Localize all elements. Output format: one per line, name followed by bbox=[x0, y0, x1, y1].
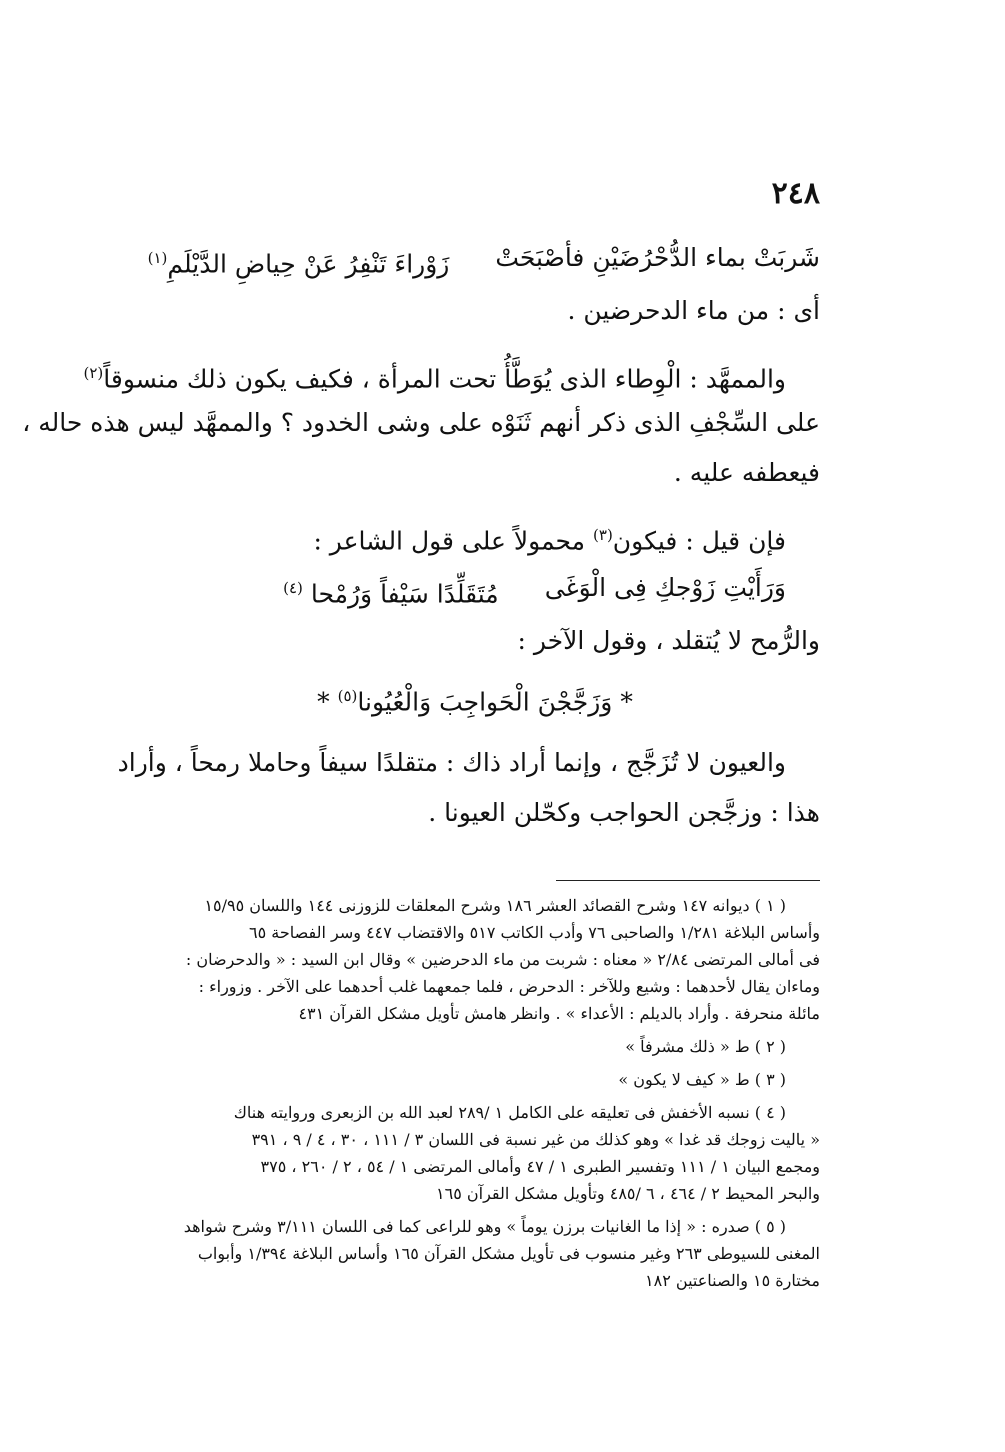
footnote-4-line: ومجمع البيان ١ / ١١١ وتفسير الطبرى ١ / ٤٧ وأمالى المرتضى ١ / ٥٤ ، ٢ / ٢٦٠ ، ٣٧٥ bbox=[260, 1157, 820, 1176]
footnote-4-line: ( ٤ ) نسبه الأخفش فى تعليقه على الكامل ١ /٢٨٩ لعبد الله بن الزبعرى وروايته هناك bbox=[233, 1103, 786, 1122]
footnote-2-line: ( ٢ ) ط « ذلك مشرفاً » bbox=[625, 1037, 786, 1056]
footnote-3-line: ( ٣ ) ط « كيف لا يكون » bbox=[618, 1070, 786, 1089]
paragraph-1-line-1 bbox=[83, 348, 820, 398]
page-number: ٢٤٨ bbox=[771, 176, 820, 211]
paragraph-2-rest: محمولاً على قول الشاعر : bbox=[313, 526, 594, 556]
footnote-mark-5: (٥) bbox=[337, 687, 358, 705]
footnote-5-line: ( ٥ ) صدره : « إذا ما الغانيات برزن يوماً » وهو للراعى كما فى اللسان ٣/١١١ وشرح شواهد bbox=[183, 1217, 786, 1236]
footnote-mark-1: (١) bbox=[147, 249, 168, 267]
paragraph-3-line-1: والعيون لا تُزَجَّج ، وإنما أراد ذاك : متقلدًا سيفاً وحاملا رمحاً ، وأراد bbox=[117, 748, 786, 777]
line-3: والرُّمح لا يُتقلد ، وقول الآخر : bbox=[517, 626, 820, 655]
verse-3 bbox=[130, 666, 820, 726]
footnote-4-line: والبحر المحيط ٢ / ٤٦٤ ، ٦ /٤٨٥ وتأويل مشكل القرآن ١٦٥ bbox=[436, 1184, 820, 1203]
verse-1-second-text: زَوْراءَ تَنْفِرُ عَنْ حِياضِ الدَّيْلَمِ bbox=[167, 249, 450, 279]
footnote-1-line: وماءان يقال لأحدهما : وشيع وللآخر : الدحرض ، فلما جمعهما غلب أحدهما على الآخر . وزوراء : bbox=[198, 977, 820, 996]
verse-1-first-text: شَربَتْ بماء الدُّحْرُضَيْنِ فأصْبَحَتْ bbox=[495, 243, 820, 272]
paragraph-2-line bbox=[130, 510, 820, 560]
footnote-1 bbox=[130, 892, 820, 1027]
footnote-mark-3: (٣) bbox=[593, 526, 613, 544]
footnote-1-line: ( ١ ) ديوانه ١٤٧ وشرح القصائد العشر ١٨٦ وشرح المعلقات للزوزنى ١٤٤ واللسان ١٥/٩٥ bbox=[204, 896, 786, 915]
paragraph-3-line-2: هذا : وزجَّجن الحواجب وكحّلن العيونا . bbox=[428, 798, 820, 827]
verse-star-right: * bbox=[620, 687, 633, 717]
paragraph-1-line-2: على السِّجْفِ الذى ذكر أنهم ثَنَوْه على وشى الخدود ؟ والممهَّد ليس هذه حاله ، bbox=[22, 408, 820, 437]
main-text bbox=[22, 230, 820, 838]
footnote-mark-4: (٤) bbox=[283, 579, 303, 597]
footnote-1-line: مائلة منحرفة . وأراد بالديلم : الأعداء » . وانظر هامش تأويل مشكل القرآن ٤٣١ bbox=[298, 1004, 820, 1023]
footnote-3 bbox=[130, 1066, 820, 1093]
verse-star-left: * bbox=[317, 687, 330, 717]
footnote-5-line: مختارة ١٥ والصناعتين ١٨٢ bbox=[645, 1271, 820, 1290]
verse-2-second-hemistich bbox=[283, 560, 499, 616]
footnotes bbox=[130, 892, 820, 1300]
verse-2-first-hemistich: وَرَأَيْتِ زَوْجكِ فِى الْوَغَى bbox=[544, 573, 786, 602]
gloss-line: أى : من ماء الدحرضين . bbox=[567, 296, 820, 325]
footnote-1-line: وأساس البلاغة ١/٢٨١ والصاحبى ٧٦ وأدب الكاتب ٥١٧ والاقتضاب ٤٤٧ وسر الفصاحة ٦٥ bbox=[249, 923, 820, 942]
footnote-separator bbox=[556, 880, 820, 881]
footnote-4-line: « ياليت زوجك قد غدا » وهو كذلك من غير نسبة فى اللسان ٣ / ١١١ ، ٣٠ ، ٤ / ٩ ، ٣٩١ bbox=[251, 1130, 820, 1149]
verse-1-second-hemistich bbox=[148, 230, 450, 286]
paragraph-1-line-3: فيعطفه عليه . bbox=[673, 458, 820, 487]
footnote-4 bbox=[130, 1099, 820, 1207]
footnote-5-line: المغنى للسيوطى ٢٦٣ وغير منسوب فى تأويل مشكل القرآن ١٦٥ وأساس البلاغة ١/٣٩٤ وأبواب bbox=[197, 1244, 820, 1263]
footnote-5 bbox=[130, 1213, 820, 1294]
paragraph-2-text: فإن قيل : فيكون bbox=[612, 526, 786, 556]
verse-3-text: وَزَجَّجْنَ الْحَواجِبَ وَالْعُيُونا bbox=[357, 687, 613, 717]
paragraph-1-text-1: والممهَّد : الْوِطاء الذى يُوَطَّأُ تحت المرأة ، فكيف يكون ذلك منسوقاً bbox=[103, 364, 786, 394]
verse-1 bbox=[130, 230, 820, 286]
footnote-mark-2: (٢) bbox=[83, 364, 104, 382]
verse-2 bbox=[130, 560, 820, 616]
verse-2-second-text: مُتَقَلِّدًا سَيْفاً وَرُمْحا bbox=[310, 579, 499, 609]
footnote-2 bbox=[130, 1033, 820, 1060]
footnote-1-line: فى أمالى المرتضى ٢/٨٤ « معناه : شربت من ماء الدحرضين » وقال ابن السيد : « والدحرضان : bbox=[185, 950, 820, 969]
verse-1-first-hemistich bbox=[495, 230, 820, 286]
